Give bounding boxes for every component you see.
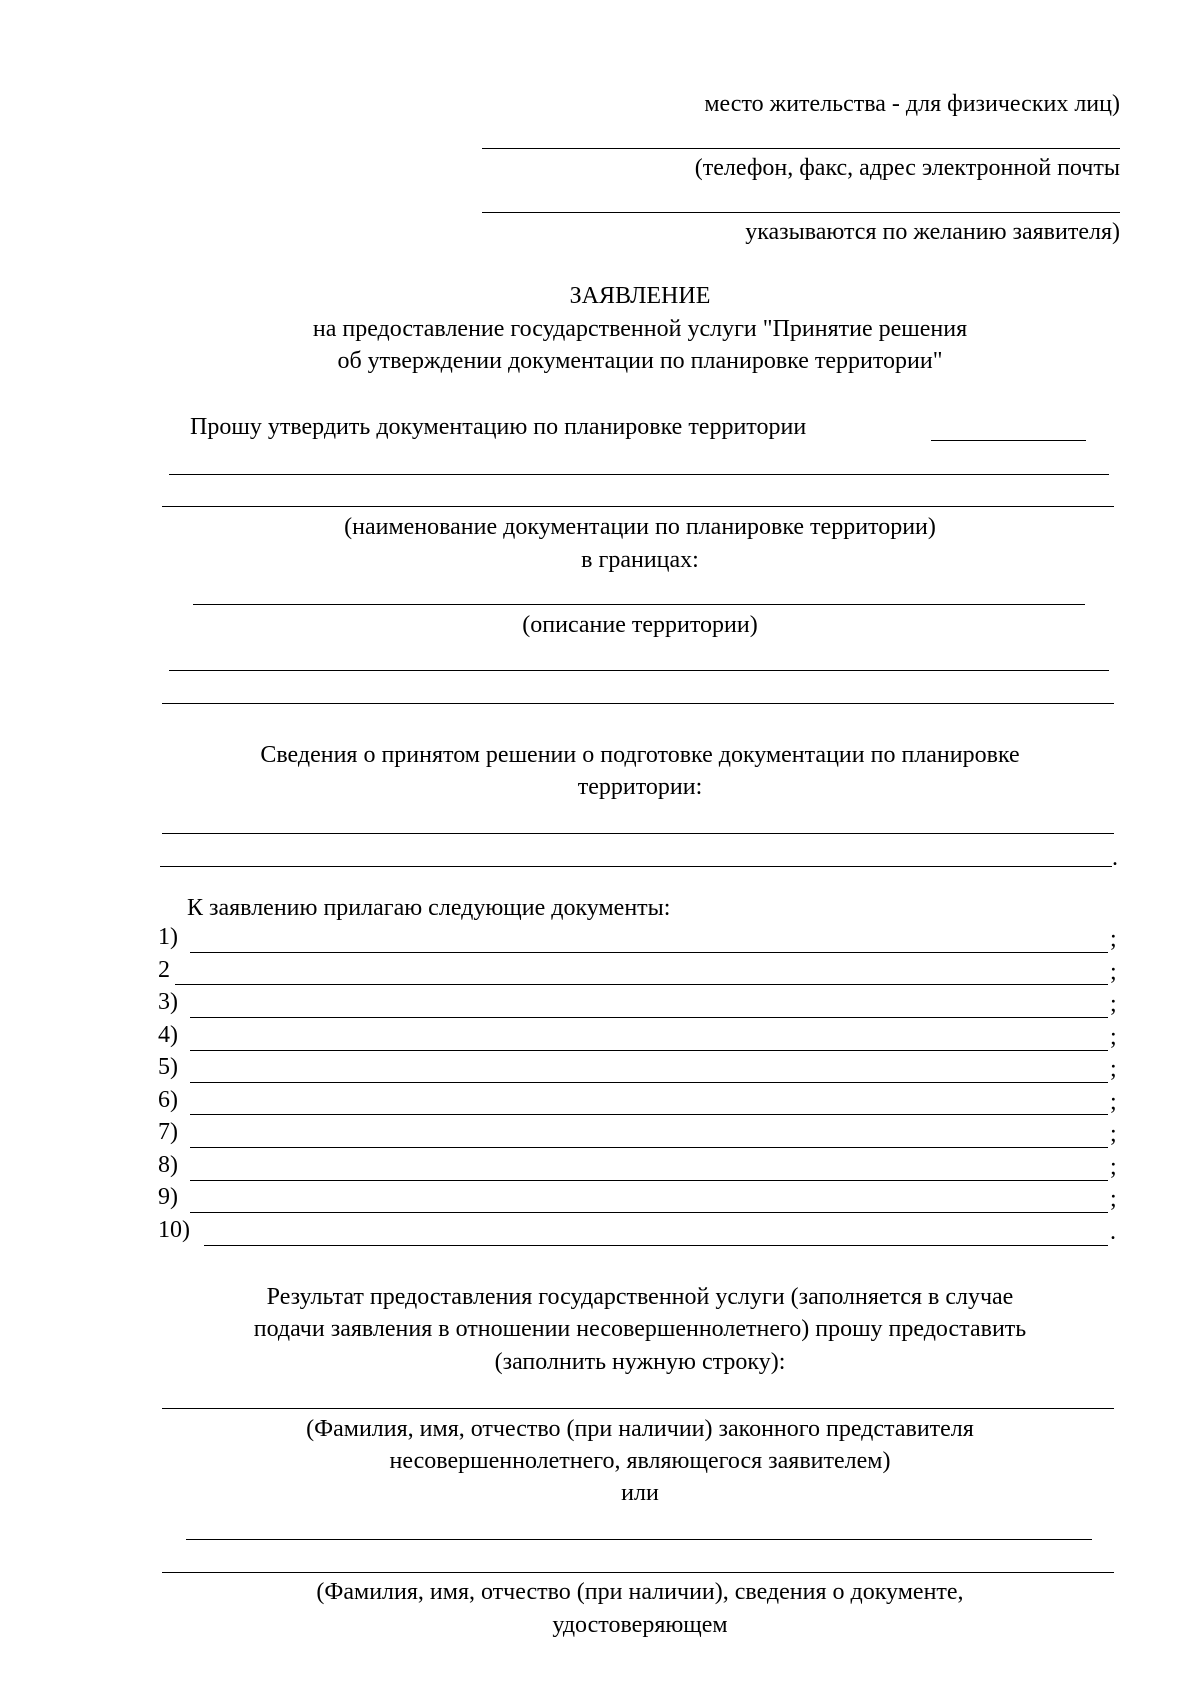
result-label-1: Результат предоставления государственной услуги (заполняется в случае: [266, 1284, 1014, 1310]
decision-field-line-2[interactable]: [160, 866, 1112, 867]
applicant-caption-1: (Фамилия, имя, отчество (при наличии), сведения о документе,: [316, 1579, 964, 1605]
attachment-number: 6): [158, 1087, 178, 1113]
decision-label-2: территории:: [577, 774, 703, 800]
header-underline-1[interactable]: [482, 148, 1120, 149]
attachment-field[interactable]: [190, 1017, 1108, 1018]
attachment-field[interactable]: [190, 1082, 1108, 1083]
request-field-line-2[interactable]: [162, 506, 1114, 507]
territory-caption: (описание территории): [522, 612, 758, 638]
request-text: Прошу утвердить документацию по планировке территории: [190, 414, 807, 440]
territory-extra-line-1[interactable]: [169, 670, 1109, 671]
decision-end-mark: .: [1112, 845, 1118, 871]
attachment-field[interactable]: [190, 1147, 1108, 1148]
document-title: ЗАЯВЛЕНИЕ: [569, 283, 711, 309]
attachment-number: 9): [158, 1184, 178, 1210]
attachment-end: ;: [1110, 1056, 1117, 1082]
attachment-end: ;: [1110, 1089, 1117, 1115]
decision-label-1: Сведения о принятом решении о подготовке документации по планировке: [260, 742, 1020, 768]
territory-extra-line-2[interactable]: [162, 703, 1114, 704]
bounds-label: в границах:: [581, 547, 699, 573]
header-underline-2[interactable]: [482, 212, 1120, 213]
attachment-field[interactable]: [190, 1050, 1108, 1051]
or-label: или: [621, 1480, 659, 1506]
applicant-caption-2: удостоверяющем: [552, 1612, 728, 1638]
request-field-line-1[interactable]: [169, 474, 1109, 475]
attachment-number: 4): [158, 1022, 178, 1048]
applicant-field-line-2[interactable]: [162, 1572, 1114, 1573]
attachment-number: 7): [158, 1119, 178, 1145]
attachment-number: 8): [158, 1152, 178, 1178]
document-subtitle-2: об утверждении документации по планировке территории": [337, 348, 943, 374]
territory-field-line[interactable]: [193, 604, 1085, 605]
attachment-field[interactable]: [190, 1114, 1108, 1115]
document-subtitle-1: на предоставление государственной услуги "Принятие решения: [312, 316, 968, 342]
attachment-field[interactable]: [175, 984, 1108, 985]
attachments-intro: К заявлению прилагаю следующие документы:: [187, 895, 671, 921]
attachment-end: ;: [1110, 991, 1117, 1017]
attachment-number: 3): [158, 989, 178, 1015]
attachment-field[interactable]: [190, 952, 1108, 953]
representative-caption-2: несовершеннолетнего, являющегося заявителем): [389, 1448, 891, 1474]
representative-caption-1: (Фамилия, имя, отчество (при наличии) законного представителя: [306, 1416, 974, 1442]
header-line-optional: указываются по желанию заявителя): [745, 219, 1120, 245]
decision-field-line-1[interactable]: [162, 833, 1114, 834]
attachment-field[interactable]: [190, 1180, 1108, 1181]
header-line-residence: место жительства - для физических лиц): [704, 91, 1120, 117]
request-caption: (наименование документации по планировке территории): [344, 514, 936, 540]
attachment-number: 1): [158, 924, 178, 950]
attachment-field[interactable]: [190, 1212, 1108, 1213]
attachment-number: 10): [158, 1217, 190, 1243]
result-label-2: подачи заявления в отношении несовершеннолетнего) прошу предоставить: [253, 1316, 1027, 1342]
attachment-end: ;: [1110, 959, 1117, 985]
result-label-3: (заполнить нужную строку):: [494, 1349, 786, 1375]
attachment-field[interactable]: [204, 1245, 1108, 1246]
request-inline-field[interactable]: [931, 440, 1086, 441]
attachment-end: ;: [1110, 1121, 1117, 1147]
attachment-end: ;: [1110, 1154, 1117, 1180]
attachment-number: 2: [158, 957, 170, 983]
attachment-end: ;: [1110, 1186, 1117, 1212]
header-line-contacts: (телефон, факс, адрес электронной почты: [694, 155, 1120, 181]
attachment-end: ;: [1110, 1024, 1117, 1050]
representative-field-line[interactable]: [162, 1408, 1114, 1409]
attachment-end: ;: [1110, 926, 1117, 952]
attachment-end: .: [1110, 1219, 1116, 1245]
attachment-number: 5): [158, 1054, 178, 1080]
applicant-field-line-1[interactable]: [186, 1539, 1092, 1540]
